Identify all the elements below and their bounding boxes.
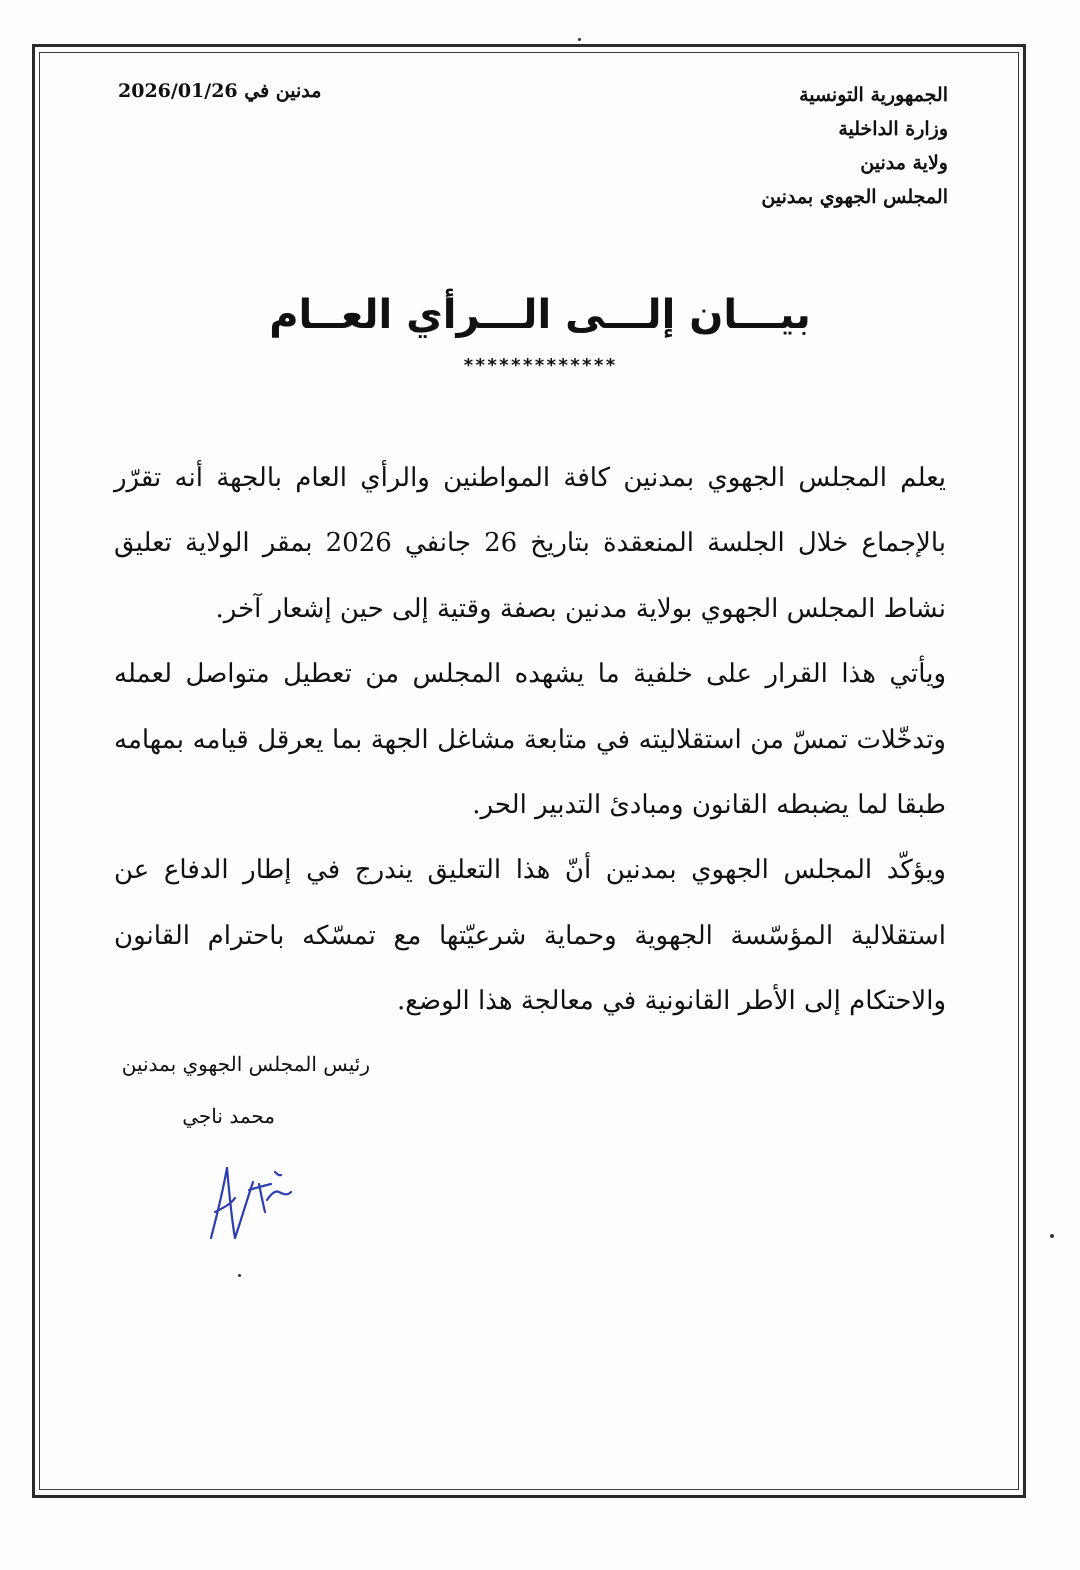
handwritten-signature [205, 1160, 305, 1250]
paragraph-2: ويأتي هذا القرار على خلفية ما يشهده المجلس من تعطيل متواصل لعمله وتدخّلات تمسّ من استقلاليته في متابعة مشاغل الجهة بما يعرقل قيامه بمهامه طبقا لما يضبطه القانون ومبادئ التدبير الحر. [114, 659, 946, 821]
date-prefix: مدنين في [244, 80, 322, 102]
scan-speck [238, 1274, 241, 1277]
scan-speck [578, 38, 581, 41]
scan-speck [1050, 1234, 1054, 1238]
page-title: بيـــان إلـــى الـــرأي العــام [269, 292, 811, 338]
letterhead-council: المجلس الجهوي بمدنين [761, 186, 948, 208]
date-line [118, 80, 378, 102]
title-separator: ************* [463, 355, 617, 376]
paragraph-3: ويؤكّد المجلس الجهوي بمدنين أنّ هذا التعليق يندرج في إطار الدفاع عن استقلالية المؤسّسة الجهوية وحماية شرعيّتها مع تمسّكه باحترام القانون والاحتكام إلى الأطر القانونية في معالجة هذا الوضع. [114, 855, 946, 1017]
letterhead-ministry: وزارة الداخلية [838, 118, 948, 140]
statement-body [114, 446, 946, 1035]
paragraph-1: يعلم المجلس الجهوي بمدنين كافة المواطنين والرأي العام بالجهة أنه تقرّر بالإجماع خلال الجلسة المنعقدة بتاريخ 26 جانفي 2026 بمقر الولاية تعليق نشاط المجلس الجهوي بولاية مدنين بصفة وقتية إلى حين إشعار آخر. [114, 463, 947, 624]
date-value: 2026/01/26 [118, 80, 238, 102]
signatory-name: محمد ناجي [182, 1104, 275, 1128]
signatory-role: رئيس المجلس الجهوي بمدنين [121, 1052, 370, 1076]
letterhead-country: الجمهورية التونسية [799, 84, 948, 106]
letterhead-governorate: ولاية مدنين [860, 152, 948, 174]
letterhead [648, 78, 948, 214]
